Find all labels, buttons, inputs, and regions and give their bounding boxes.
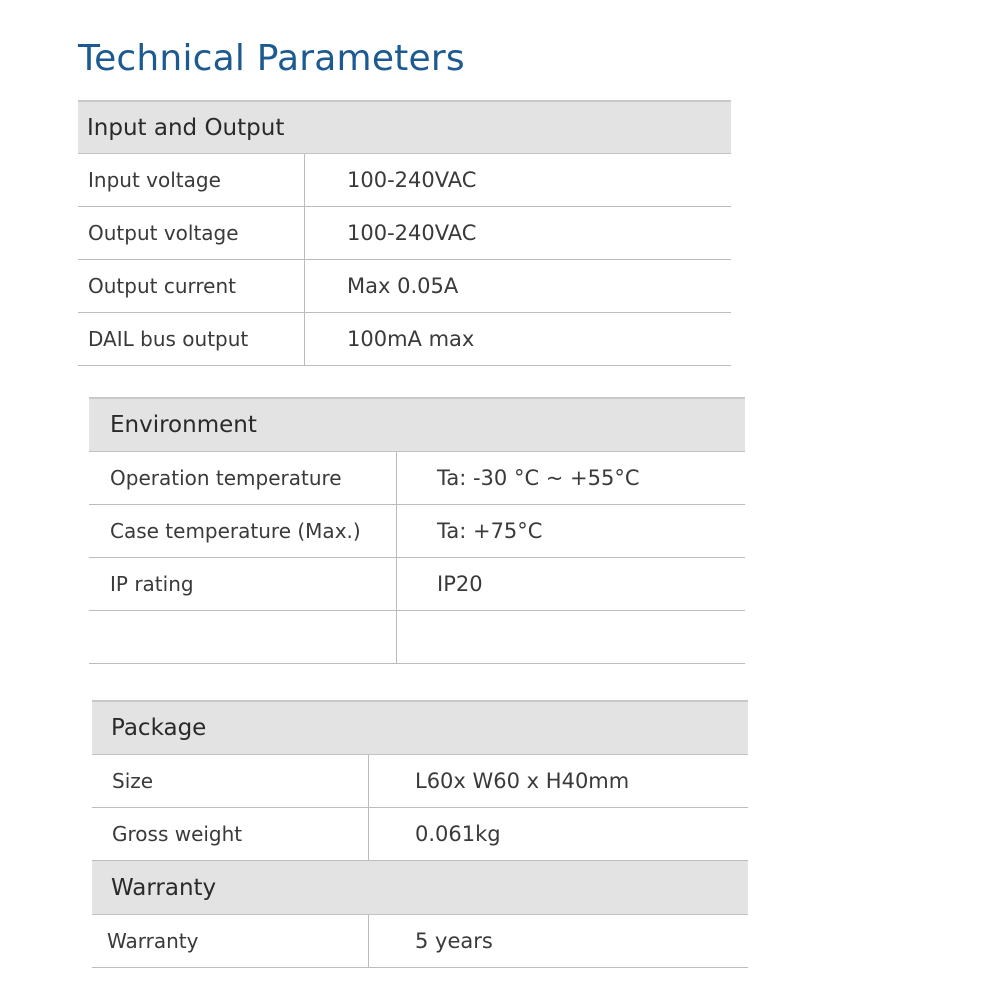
row-value: 100mA max <box>347 327 475 351</box>
environment-table <box>89 397 745 664</box>
row-value: 100-240VAC <box>347 221 477 245</box>
row-value: L60x W60 x H40mm <box>415 769 630 793</box>
row-value: Max 0.05A <box>347 274 459 298</box>
table-row <box>89 505 745 558</box>
row-label: Output voltage <box>78 207 305 259</box>
table-row <box>78 154 731 207</box>
row-label: Gross weight <box>92 808 369 860</box>
empty-table-row <box>89 611 745 664</box>
row-label: DAIL bus output <box>78 313 305 365</box>
row-label: Operation temperature <box>89 452 397 504</box>
row-label: Case temperature (Max.) <box>89 505 397 557</box>
row-value: 100-240VAC <box>347 168 477 192</box>
page-title: Technical Parameters <box>78 38 465 79</box>
table-row <box>92 808 748 861</box>
table-row <box>78 313 731 366</box>
row-label: Input voltage <box>78 154 305 206</box>
row-label: Size <box>92 755 369 807</box>
row-label: IP rating <box>89 558 397 610</box>
row-label: Output current <box>78 260 305 312</box>
table-row <box>92 915 748 968</box>
row-label <box>89 611 397 663</box>
row-value: 0.061kg <box>415 822 501 846</box>
row-value: 5 years <box>415 929 493 953</box>
input-output-table <box>78 100 731 366</box>
table-row <box>89 452 745 505</box>
package-table <box>92 700 748 968</box>
table-row <box>78 260 731 313</box>
table-row <box>89 558 745 611</box>
row-label: Warranty <box>92 915 369 967</box>
section-heading-package: Package <box>92 700 748 755</box>
row-value <box>397 611 437 663</box>
row-value: IP20 <box>437 572 483 596</box>
row-value: Ta: -30 °C ~ +55°C <box>437 466 640 490</box>
row-value: Ta: +75°C <box>437 519 543 543</box>
section-heading-environment: Environment <box>89 397 745 452</box>
section-heading-warranty: Warranty <box>92 861 748 915</box>
section-heading-input-output: Input and Output <box>78 100 731 154</box>
table-row <box>92 755 748 808</box>
table-row <box>78 207 731 260</box>
